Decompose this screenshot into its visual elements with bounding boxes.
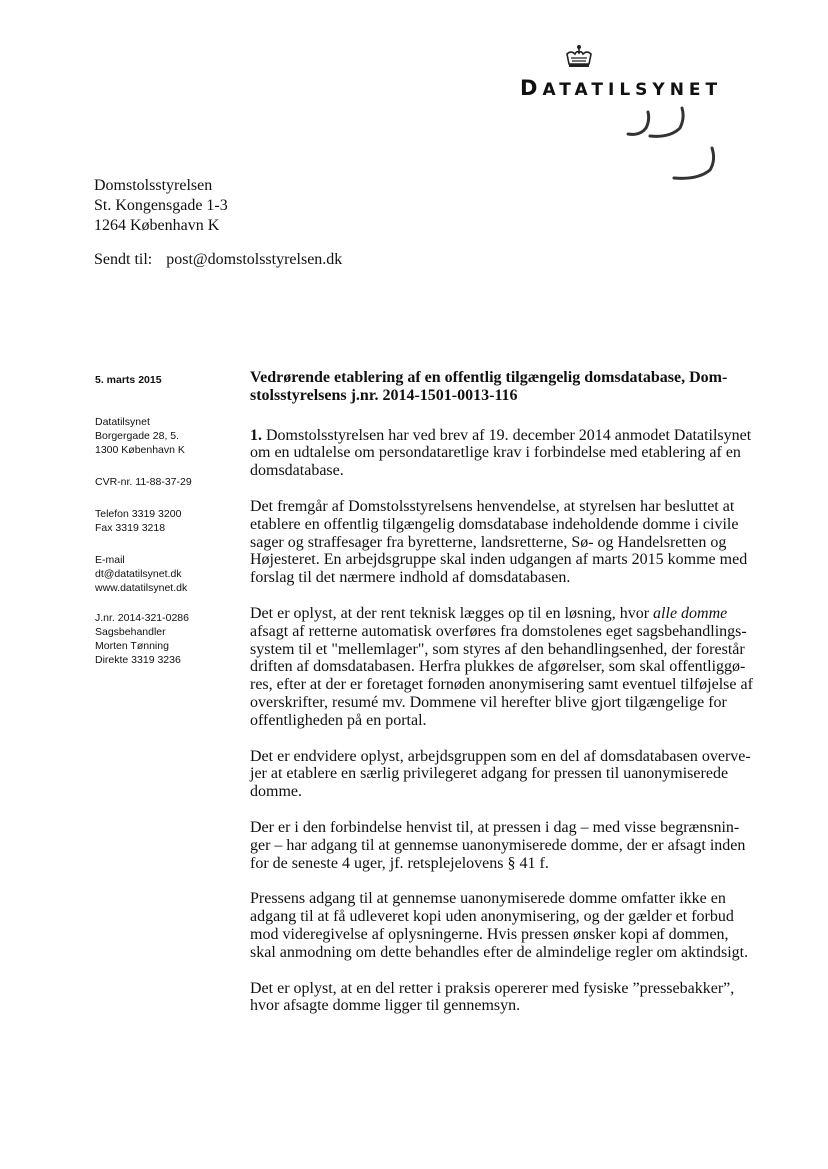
datatilsynet-logo-text: DATATILSYNET xyxy=(520,76,723,100)
sender-sidebar xyxy=(95,373,235,667)
recipient-name: Domstolsstyrelsen xyxy=(94,177,213,194)
paragraph-3-emphasis: alle domme xyxy=(653,604,728,622)
sent-to-address: post@domstolsstyrelsen.dk xyxy=(166,251,343,268)
paragraph-1-text: Domstolsstyrelsen har ved brev af 19. december 2014 anmodet Datatilsynet om en udtalelse om persondataretlige krav i forbindelse med etablering af en domsdatabase. xyxy=(250,426,752,480)
paragraph-number: 1. xyxy=(250,426,262,444)
paragraph-5: Der er i den forbindelse henvist til, at pressen i dag – med visse begrænsnin-ger – har adgang til at gennemse uanonymiserede domme, der er afsagt inden for de seneste 4 uger, jf. retsplejelovens § 41 f. xyxy=(250,818,746,872)
letter-subject xyxy=(250,369,755,405)
letter-subject-line-2: stolsstyrelsens j.nr. 2014-1501-0013-116 xyxy=(250,386,518,404)
paragraph-3-text-b: afsagt af retterne automatisk overføres fra domstolenes eget sagsbehandlings-system til et "mellemlager", som styres af den behandlingsenhed, der forestår driften af domsdatabasen. Herfra plukkes de afgørelser, som skal offentliggø-res, efter at der er foretaget fornøden anonymisering samt eventuel tilføjelse af overskrifter, resumé mv. Dommene vil herefter blive gjort tilgængelige for offentligheden på en portal. xyxy=(250,622,753,729)
paragraph-4: Det er endvidere oplyst, arbejdsgruppen som en del af domsdatabasen overve-jer at etablere en særlig privilegeret adgang for pressen til uanonymiserede domme. xyxy=(250,747,751,801)
sender-email: dt@datatilsynet.dk xyxy=(95,568,182,580)
sender-street: Borgergade 28, 5. xyxy=(95,430,180,442)
sender-org: Datatilsynet xyxy=(95,416,150,428)
sender-website: www.datatilsynet.dk xyxy=(95,582,188,594)
paragraph-6: Pressens adgang til at gennemse uanonymiserede domme omfatter ikke en adgang til at få udleveret kopi uden anonymisering, og der gælder et forbud mod videregivelse af oplysningerne. Hvis pressen ønsker kopi af dommen, skal anmodning om dette behandles efter de almindelige regler om aktindsigt. xyxy=(250,890,749,961)
sender-fax: Fax 3319 3218 xyxy=(95,522,166,534)
handwritten-initials xyxy=(610,98,730,188)
sent-to-line xyxy=(94,251,342,269)
direct-phone: Direkte 3319 3236 xyxy=(95,654,181,666)
letter-date: 5. marts 2015 xyxy=(95,374,162,386)
sender-phone: Telefon 3319 3200 xyxy=(95,508,182,520)
letter-subject-line-1: Vedrørende etablering af en offentlig tilgængelig domsdatabase, Dom- xyxy=(250,369,728,386)
recipient-address xyxy=(94,176,228,236)
paragraph-3-text-a: Det er oplyst, at der rent teknisk lægges op til en løsning, hvor xyxy=(250,604,654,622)
paragraph-3 xyxy=(250,605,755,730)
crown-icon xyxy=(563,44,595,70)
sent-to-label: Sendt til: xyxy=(94,251,153,268)
case-handler-label: Sagsbehandler xyxy=(95,626,166,638)
paragraph-2: Det fremgår af Domstolsstyrelsens henvendelse, at styrelsen har besluttet at etablere en offentlig tilgængelig domsdatabase indeholdende domme i civile sager og straffesager fra byretterne, landsretterne, Sø- og Handelsretten og Højesteret. En arbejdsgruppe skal inden udgangen af marts 2015 komme med forslag til det nærmere indhold af domsdatabasen. xyxy=(250,497,748,587)
journal-number: J.nr. 2014-321-0286 xyxy=(95,612,189,624)
sender-cvr: CVR-nr. 11-88-37-29 xyxy=(95,476,192,488)
case-handler-name: Morten Tønning xyxy=(95,640,169,652)
paragraph-7: Det er oplyst, at en del retter i praksis opererer med fysiske ”pressebakker”, hvor afsagte domme ligger til gennemsyn. xyxy=(250,979,735,1015)
recipient-city: 1264 København K xyxy=(94,217,220,234)
recipient-street: St. Kongensgade 1-3 xyxy=(94,197,228,214)
sender-city: 1300 København K xyxy=(95,444,185,456)
letter-body xyxy=(250,369,755,1033)
paragraph-1 xyxy=(250,427,755,480)
sender-email-label: E-mail xyxy=(95,554,125,566)
